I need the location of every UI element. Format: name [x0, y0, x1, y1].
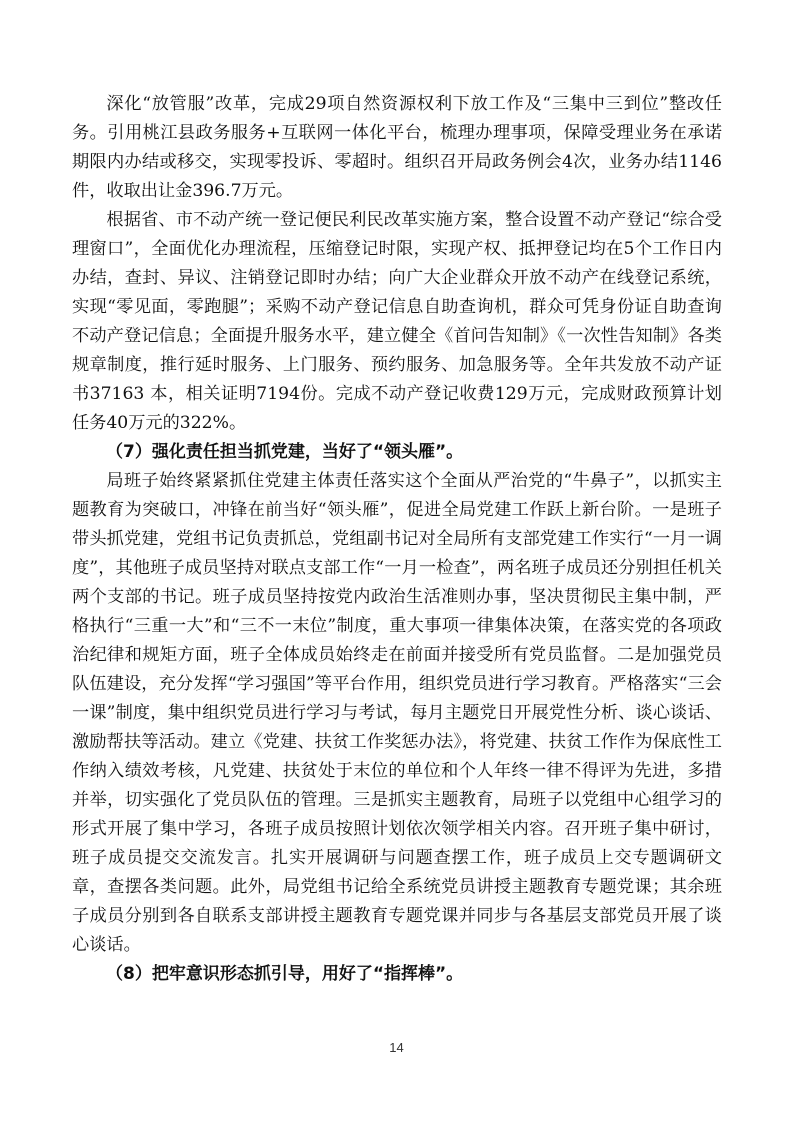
- paragraph-reform: 深化“放管服”改革，完成29项自然资源权利下放工作及“三集中三到位”整改任务。引用桃江县政务服务+互联网一体化平台，梳理办理事项，保障受理业务在承诺期限内办结或移交，实现零投诉、零超时。组织召开局政务例会4次，业务办结1146件，收取出让金396.7万元。: [72, 94, 722, 201]
- document-body: [72, 90, 722, 989]
- section-heading-7: （7）强化责任担当抓党建，当好了“领头雁”。: [106, 442, 464, 462]
- page-number: 14: [389, 1040, 404, 1055]
- section-heading-8: （8）把牢意识形态抓引导，用好了“指挥棒”。: [106, 964, 464, 984]
- paragraph-registration: 根据省、市不动产统一登记便民利民改革实施方案，整合设置不动产登记“综合受理窗口”，全面优化办理流程，压缩登记时限，实现产权、抵押登记均在5个工作日内办结，查封、异议、注销登记即时办结；向广大企业群众开放不动产在线登记系统，实现“零见面，零跑腿”；采购不动产登记信息自助查询机，群众可凭身份证自助查询不动产登记信息；全面提升服务水平，建立健全《首问告知制》《一次性告知制》各类规章制度，推行延时服务、上门服务、预约服务、加急服务等。全年共发放不动产证书37163 本，相关证明7194份。完成不动产登记收费129万元，完成财政预算计划任务40万元的322%。: [72, 210, 722, 433]
- paragraph-party-building: 局班子始终紧紧抓住党建主体责任落实这个全面从严治党的“牛鼻子”，以抓实主题教育为突破口，冲锋在前当好“领头雁”，促进全局党建工作跃上新台阶。一是班子带头抓党建，党组书记负责抓总，党组副书记对全局所有支部党建工作实行“一月一调度”，其他班子成员坚持对联点支部工作“一月一检查”，两名班子成员还分别担任机关两个支部的书记。班子成员坚持按党内政治生活准则办事，坚决贯彻民主集中制，严格执行“三重一大”和“三不一末位”制度，重大事项一律集体决策，在落实党的各项政治纪律和规矩方面，班子全体成员始终走在前面并接受所有党员监督。二是加强党员队伍建设，充分发挥“学习强国”等平台作用，组织党员进行学习教育。严格落实“三会一课”制度，集中组织党员进行学习与考试，每月主题党日开展党性分析、谈心谈话、激励帮扶等活动。建立《党建、扶贫工作奖惩办法》，将党建、扶贫工作作为保底性工作纳入绩效考核，凡党建、扶贫处于末位的单位和个人年终一律不得评为先进，多措并举，切实强化了党员队伍的管理。三是抓实主题教育，局班子以党组中心组学习的形式开展了集中学习，各班子成员按照计划依次领学相关内容。召开班子集中研讨，班子成员提交交流发言。扎实开展调研与问题查摆工作，班子成员上交专题调研文章，查摆各类问题。此外，局党组书记给全系统党员讲授主题教育专题党课；其余班子成员分别到各自联系支部讲授主题教育专题党课并同步与各基层支部党员开展了谈心谈话。: [72, 471, 722, 955]
